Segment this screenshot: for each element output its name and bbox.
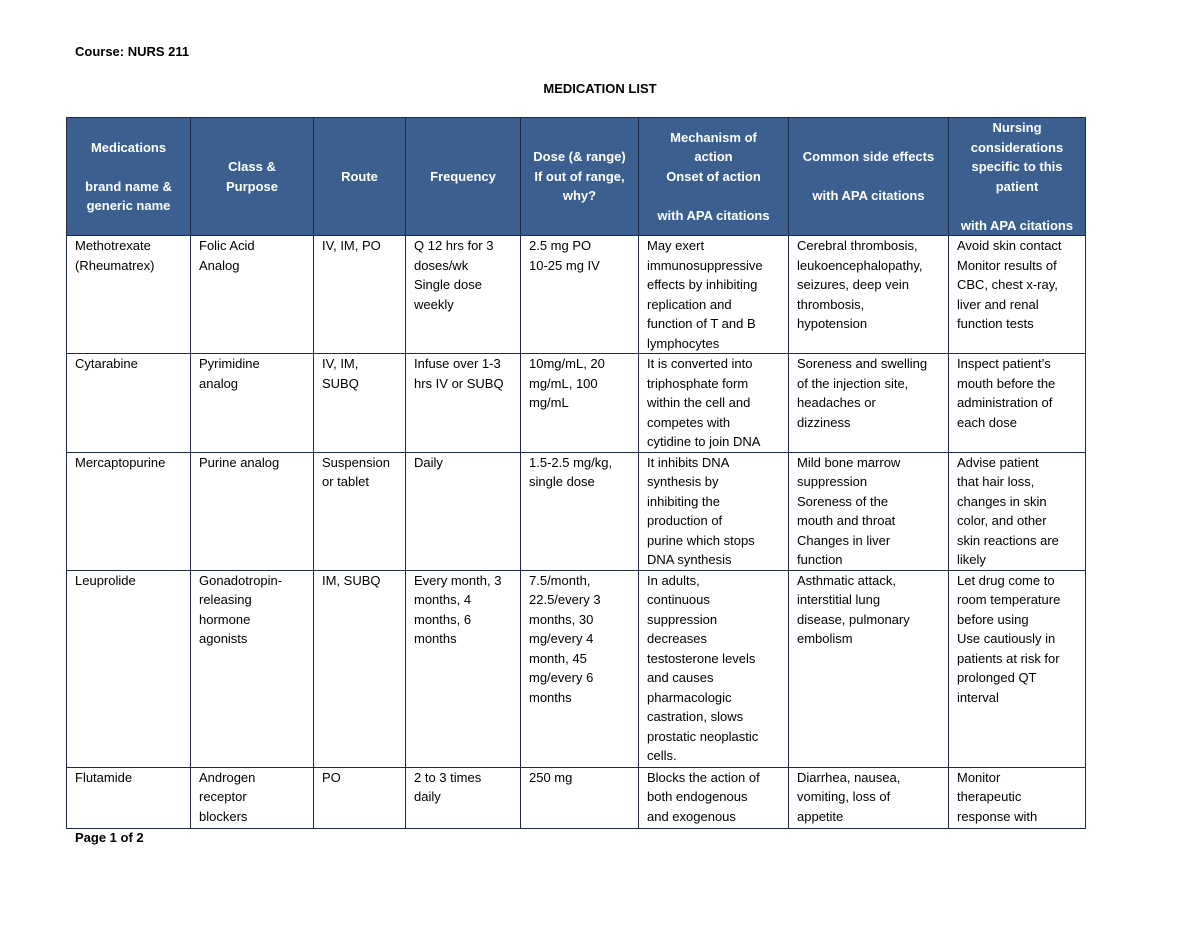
cell-line: of the injection site, xyxy=(797,375,909,391)
cell-line: Analog xyxy=(199,257,240,273)
cell-line: Flutamide xyxy=(75,769,133,785)
cell-class-purpose xyxy=(191,767,314,828)
cell-line: patients at risk for xyxy=(957,650,1060,666)
header-line: why? xyxy=(562,188,597,204)
cell-mechanism xyxy=(639,570,789,767)
cell-line: purine which stops xyxy=(647,532,755,548)
cell-line: Folic Acid xyxy=(199,238,255,253)
cell-line: Methotrexate xyxy=(75,238,151,253)
cell-route xyxy=(314,236,406,354)
cell-nursing-considerations xyxy=(949,570,1086,767)
cell-line: hormone xyxy=(199,611,251,627)
cell-line: Q 12 hrs for 3 xyxy=(414,238,494,253)
cell-line: appetite xyxy=(797,808,844,824)
table-row-methotrexate xyxy=(67,236,1086,354)
cell-line: months, 30 xyxy=(529,611,594,627)
cell-line: IV, IM, PO xyxy=(322,238,381,253)
cell-line: agonists xyxy=(199,631,248,646)
cell-line: Purine analog xyxy=(199,454,280,470)
cell-line: synthesis by xyxy=(647,474,719,489)
header-line: generic name xyxy=(86,198,171,213)
header-line: Mechanism of xyxy=(670,129,757,145)
cell-line: seizures, deep vein xyxy=(797,277,910,292)
header-line-gap xyxy=(793,167,944,187)
cell-line: Use cautiously in xyxy=(957,631,1056,646)
cell-line: and exogenous xyxy=(647,808,736,824)
cell-line: Changes in liver xyxy=(797,532,891,548)
cell-line: lymphocytes xyxy=(647,335,720,351)
cell-line: prostatic neoplastic xyxy=(647,728,759,744)
cell-line: Soreness and swelling xyxy=(797,356,928,371)
cell-dose xyxy=(521,452,639,570)
cell-line: function xyxy=(797,552,843,567)
header-line: Class & xyxy=(228,159,276,174)
cell-line: changes in skin xyxy=(957,493,1047,509)
header-line-gap xyxy=(71,157,186,177)
cell-line: mg/every 4 xyxy=(529,631,594,646)
cell-line: Blocks the action of xyxy=(647,769,760,785)
cell-line: month, 45 xyxy=(529,650,587,666)
cell-side-effects xyxy=(789,452,949,570)
cell-line: liver and renal xyxy=(957,296,1039,312)
cell-line: triphosphate form xyxy=(647,375,749,391)
cell-line: cytidine to join DNA xyxy=(647,434,761,449)
cell-line: headaches or xyxy=(797,395,876,410)
cell-nursing-considerations xyxy=(949,452,1086,570)
header-line: Frequency xyxy=(430,168,496,184)
cell-line: Leuprolide xyxy=(75,572,136,588)
cell-line: suppression xyxy=(647,611,718,627)
header-mechanism xyxy=(639,118,789,236)
cell-line: hypotension xyxy=(797,316,868,331)
medication-table xyxy=(66,117,1086,829)
cell-line: prolonged QT xyxy=(957,670,1037,685)
cell-line: 22.5/every 3 xyxy=(529,592,601,607)
cell-class-purpose xyxy=(191,570,314,767)
cell-mechanism xyxy=(639,354,789,453)
cell-dose xyxy=(521,236,639,354)
cell-line: embolism xyxy=(797,631,853,646)
cell-line: IV, IM, xyxy=(322,356,359,371)
cell-mechanism xyxy=(639,452,789,570)
cell-line: Monitor results of xyxy=(957,257,1057,273)
cell-line: cells. xyxy=(647,748,677,763)
header-line: with APA citations xyxy=(960,217,1074,233)
header-line: Medications xyxy=(90,139,167,155)
table-row-cytarabine xyxy=(67,354,1086,453)
cell-line: Mercaptopurine xyxy=(75,454,166,470)
cell-line: Avoid skin contact xyxy=(957,238,1062,253)
document-title: MEDICATION LIST xyxy=(543,81,657,96)
cell-line: DNA synthesis xyxy=(647,552,732,567)
header-line: Onset of action xyxy=(666,168,761,184)
cell-line: inhibiting the xyxy=(647,493,720,509)
cell-line: Advise patient xyxy=(957,454,1039,470)
cell-side-effects xyxy=(789,236,949,354)
cell-line: weekly xyxy=(414,296,454,312)
cell-line: likely xyxy=(957,552,986,567)
header-line: brand name & xyxy=(85,178,172,194)
cell-line: doses/wk xyxy=(414,257,469,273)
header-route xyxy=(314,118,406,236)
cell-line: 1.5-2.5 mg/kg, xyxy=(529,454,613,470)
table-row-mercaptopurine xyxy=(67,452,1086,570)
course-label: Course: NURS 211 xyxy=(75,44,190,59)
cell-class-purpose xyxy=(191,354,314,453)
cell-side-effects xyxy=(789,570,949,767)
cell-line: function of T and B xyxy=(647,316,756,331)
header-side-effects xyxy=(789,118,949,236)
cell-line: 10-25 mg IV xyxy=(529,257,600,273)
cell-dose xyxy=(521,570,639,767)
cell-route xyxy=(314,452,406,570)
cell-line: Let drug come to xyxy=(957,572,1055,588)
header-line: with APA citations xyxy=(657,207,770,223)
header-line: Dose (& range) xyxy=(533,149,626,165)
cell-line: immunosuppressive xyxy=(647,257,763,273)
cell-line: Inspect patient’s xyxy=(957,356,1051,371)
cell-line: each dose xyxy=(957,414,1017,430)
cell-line: function tests xyxy=(957,316,1034,331)
cell-line: 2.5 mg PO xyxy=(529,238,592,253)
cell-frequency xyxy=(406,767,521,828)
cell-line: or tablet xyxy=(322,474,369,489)
cell-line: It inhibits DNA xyxy=(647,454,730,470)
cell-line: single dose xyxy=(529,474,595,489)
cell-line: room temperature xyxy=(957,592,1061,607)
cell-line: Androgen xyxy=(199,769,256,785)
cell-line: interstitial lung xyxy=(797,592,881,607)
cell-line: months xyxy=(529,689,572,705)
cell-line: administration of xyxy=(957,395,1053,410)
cell-line: testosterone levels xyxy=(647,650,756,666)
header-line: considerations xyxy=(970,139,1064,155)
header-line: If out of range, xyxy=(534,168,625,184)
cell-class-purpose xyxy=(191,452,314,570)
cell-line: Soreness of the xyxy=(797,493,889,509)
cell-line: months, 4 xyxy=(414,592,472,607)
cell-line: Every month, 3 xyxy=(414,572,502,588)
cell-line: Gonadotropin- xyxy=(199,572,283,588)
cell-line: interval xyxy=(957,689,999,705)
header-line: with APA citations xyxy=(812,188,925,204)
cell-line: Diarrhea, nausea, xyxy=(797,769,901,785)
cell-dose xyxy=(521,354,639,453)
cell-mechanism xyxy=(639,767,789,828)
header-frequency xyxy=(406,118,521,236)
cell-line: months, 6 xyxy=(414,611,472,627)
cell-frequency xyxy=(406,236,521,354)
cell-line: Mild bone marrow xyxy=(797,454,901,470)
cell-line: (Rheumatrex) xyxy=(75,257,155,273)
cell-line: daily xyxy=(414,789,441,804)
header-line-gap xyxy=(643,186,784,206)
cell-line: mg/mL, 100 xyxy=(529,375,598,391)
cell-line: mg/mL xyxy=(529,395,569,410)
cell-route xyxy=(314,354,406,453)
header-line: Common side effects xyxy=(802,149,935,165)
cell-line: In adults, xyxy=(647,572,700,588)
cell-line: Monitor xyxy=(957,769,1001,785)
header-nursing-considerations xyxy=(949,118,1086,236)
cell-line: releasing xyxy=(199,592,252,607)
cell-line: Infuse over 1-3 xyxy=(414,356,501,371)
cell-line: and causes xyxy=(647,670,714,685)
cell-line: pharmacologic xyxy=(647,689,732,705)
cell-frequency xyxy=(406,354,521,453)
cell-line: that hair loss, xyxy=(957,474,1035,489)
cell-line: replication and xyxy=(647,296,732,312)
cell-line: castration, slows xyxy=(647,709,744,724)
cell-class-purpose xyxy=(191,236,314,354)
header-dose xyxy=(521,118,639,236)
cell-line: competes with xyxy=(647,414,731,430)
cell-line: It is converted into xyxy=(647,356,753,371)
cell-line: PO xyxy=(322,769,341,785)
cell-side-effects xyxy=(789,767,949,828)
cell-medication xyxy=(67,354,191,453)
cell-line: mouth and throat xyxy=(797,513,896,528)
cell-line: Daily xyxy=(414,454,443,470)
cell-medication xyxy=(67,570,191,767)
header-line-gap xyxy=(953,196,1081,216)
cell-line: analog xyxy=(199,375,239,391)
header-line: Nursing xyxy=(992,120,1042,135)
cell-line: both endogenous xyxy=(647,789,748,804)
cell-nursing-considerations xyxy=(949,354,1086,453)
cell-line: CBC, chest x-ray, xyxy=(957,277,1058,292)
cell-line: vomiting, loss of xyxy=(797,789,891,804)
page-number: Page 1 of 2 xyxy=(75,830,144,845)
cell-line: 10mg/mL, 20 xyxy=(529,356,605,371)
cell-frequency xyxy=(406,570,521,767)
cell-line: production of xyxy=(647,513,723,528)
cell-line: hrs IV or SUBQ xyxy=(414,375,504,391)
header-line: Purpose xyxy=(225,178,278,194)
cell-line: response with xyxy=(957,808,1038,824)
cell-line: Cytarabine xyxy=(75,356,138,371)
cell-side-effects xyxy=(789,354,949,453)
cell-line: within the cell and xyxy=(647,395,751,410)
cell-line: Single dose xyxy=(414,277,482,292)
header-line: action xyxy=(694,149,733,165)
cell-mechanism xyxy=(639,236,789,354)
cell-nursing-considerations xyxy=(949,236,1086,354)
cell-line: leukoencephalopathy, xyxy=(797,257,923,273)
cell-line: SUBQ xyxy=(322,375,359,391)
cell-line: suppression xyxy=(797,474,868,489)
header-line: Route xyxy=(341,168,378,184)
cell-line: Cerebral thrombosis, xyxy=(797,238,918,253)
cell-line: color, and other xyxy=(957,513,1047,528)
table-row-flutamide xyxy=(67,767,1086,828)
cell-line: 2 to 3 times xyxy=(414,769,482,785)
cell-line: May exert xyxy=(647,238,705,253)
cell-line: therapeutic xyxy=(957,789,1022,804)
cell-line: disease, pulmonary xyxy=(797,611,910,627)
cell-line: continuous xyxy=(647,592,710,607)
cell-line: skin reactions are xyxy=(957,532,1059,548)
cell-line: 250 mg xyxy=(529,769,573,785)
cell-medication xyxy=(67,767,191,828)
cell-line: Asthmatic attack, xyxy=(797,572,896,588)
cell-line: effects by inhibiting xyxy=(647,277,758,292)
cell-medication xyxy=(67,236,191,354)
cell-nursing-considerations xyxy=(949,767,1086,828)
cell-line: months xyxy=(414,631,457,646)
cell-line: blockers xyxy=(199,808,248,824)
cell-medication xyxy=(67,452,191,570)
cell-line: Pyrimidine xyxy=(199,356,260,371)
cell-line: IM, SUBQ xyxy=(322,572,381,588)
cell-line: before using xyxy=(957,611,1029,627)
header-line: specific to this xyxy=(971,159,1063,174)
cell-line: dizziness xyxy=(797,414,851,430)
header-class-purpose xyxy=(191,118,314,236)
cell-route xyxy=(314,767,406,828)
cell-line: receptor xyxy=(199,789,247,804)
cell-line: 7.5/month, xyxy=(529,572,591,588)
cell-frequency xyxy=(406,452,521,570)
header-line: patient xyxy=(995,178,1039,194)
header-medications xyxy=(67,118,191,236)
cell-route xyxy=(314,570,406,767)
cell-line: Suspension xyxy=(322,454,390,470)
cell-line: mg/every 6 xyxy=(529,670,594,685)
cell-dose xyxy=(521,767,639,828)
table-row-leuprolide xyxy=(67,570,1086,767)
header-row xyxy=(67,118,1086,236)
cell-line: decreases xyxy=(647,631,707,646)
cell-line: thrombosis, xyxy=(797,296,865,312)
cell-line: mouth before the xyxy=(957,375,1056,391)
